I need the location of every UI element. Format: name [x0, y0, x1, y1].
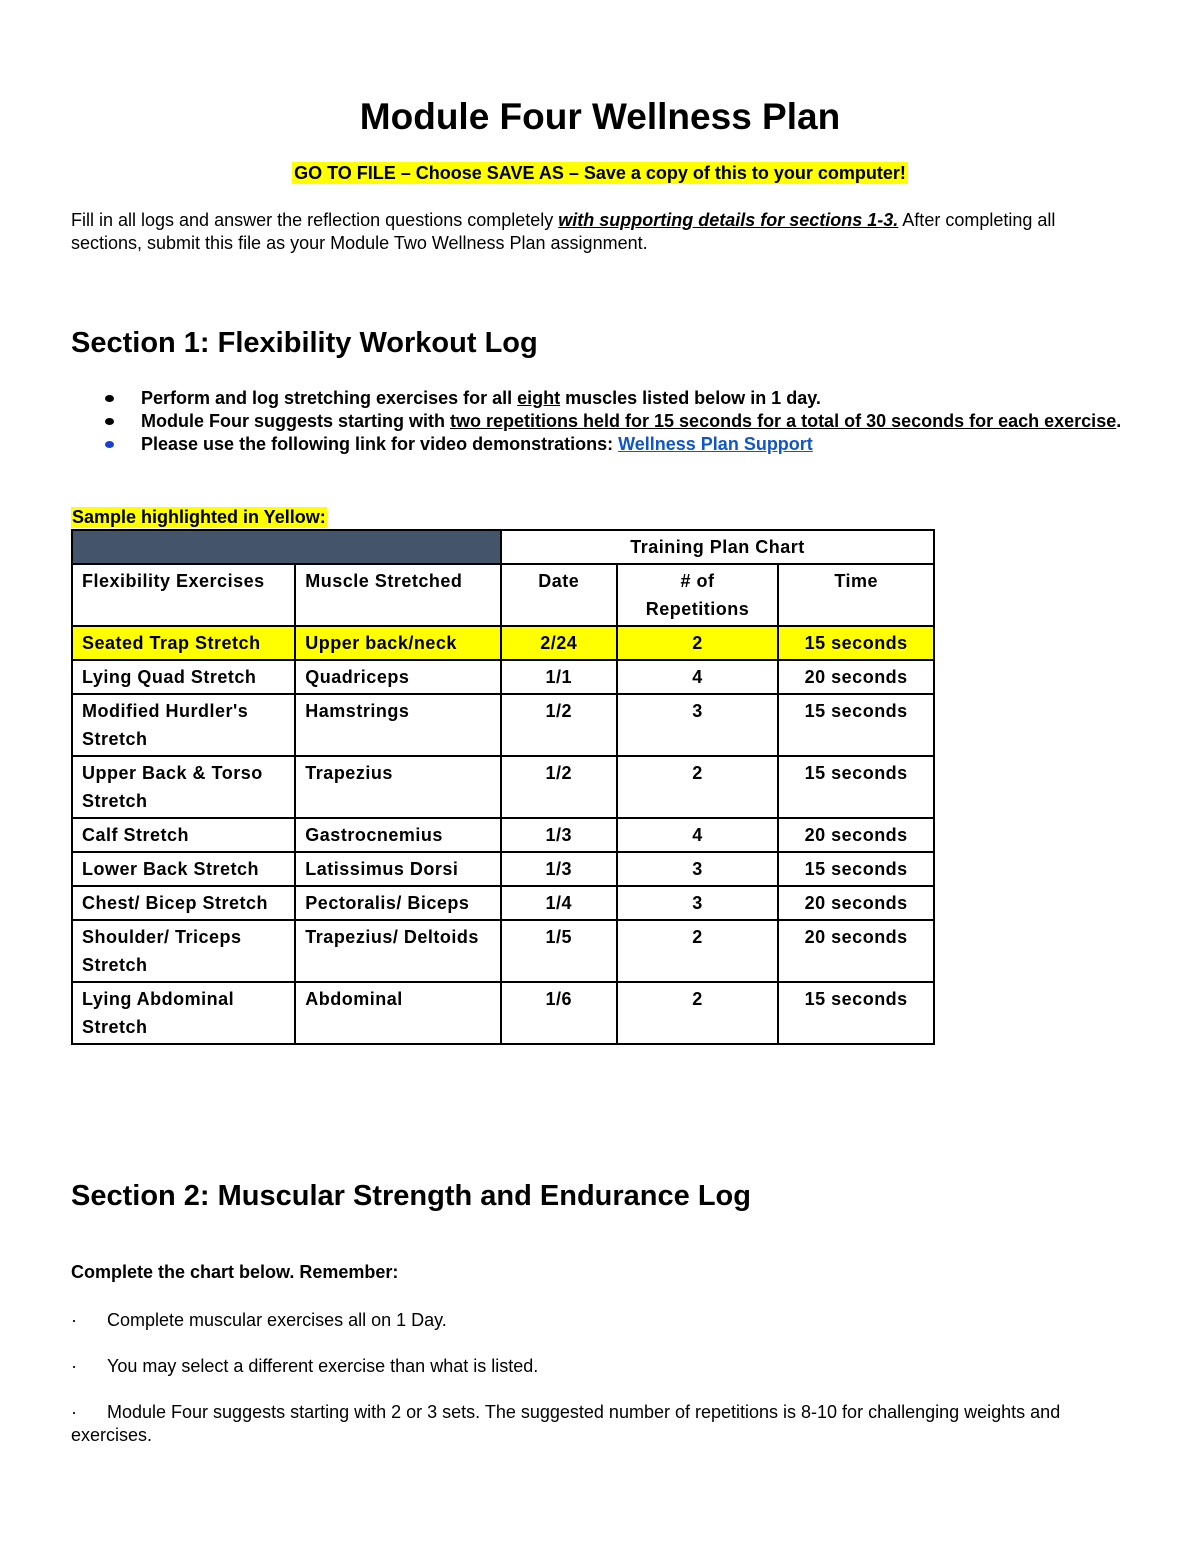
- exercise-cell: Calf Stretch: [72, 818, 295, 852]
- bullet-underlined: two repetitions held for 15 seconds for a total of 30 seconds for each exercise: [450, 411, 1117, 431]
- muscle-cell: Upper back/neck: [295, 626, 501, 660]
- date-cell: 1/6: [501, 982, 617, 1044]
- time-cell: 15 seconds: [778, 626, 934, 660]
- training-plan-chart-header: Training Plan Chart: [501, 530, 934, 564]
- date-cell: 1/5: [501, 920, 617, 982]
- bullet-underlined: eight: [517, 388, 561, 408]
- page-title: Module Four Wellness Plan: [359, 96, 841, 137]
- section2-chart-intro: Complete the chart below. Remember:: [71, 1262, 399, 1282]
- time-cell: 20 seconds: [778, 818, 934, 852]
- table-row: [72, 982, 934, 1044]
- section1-heading: Section 1: Flexibility Workout Log: [71, 327, 538, 359]
- list-item-text: Complete muscular exercises all on 1 Day.: [107, 1310, 447, 1330]
- intro-text-end: After completing all sections, submit this file as your Module Two Wellness Plan assignment.: [71, 210, 1056, 253]
- list-item: [71, 1355, 1131, 1378]
- exercise-cell: Upper Back & Torso Stretch: [72, 756, 295, 818]
- wellness-plan-support-link[interactable]: Wellness Plan Support: [618, 434, 813, 454]
- muscle-cell: Trapezius/ Deltoids: [295, 920, 501, 982]
- table-row: [72, 818, 934, 852]
- date-cell: 1/1: [501, 660, 617, 694]
- time-cell: 20 seconds: [778, 886, 934, 920]
- reps-cell: 4: [617, 660, 779, 694]
- bullet-text: muscles listed below in 1 day.: [560, 388, 821, 408]
- time-cell: 20 seconds: [778, 660, 934, 694]
- muscle-cell: Pectoralis/ Biceps: [295, 886, 501, 920]
- exercise-cell: Lying Quad Stretch: [72, 660, 295, 694]
- bullet-item: [102, 387, 1142, 410]
- section1-bullets: [102, 387, 1142, 456]
- date-cell: 1/3: [501, 818, 617, 852]
- list-item: [71, 1401, 1131, 1447]
- column-header: Flexibility Exercises: [72, 564, 295, 626]
- reps-cell: 3: [617, 694, 779, 756]
- list-item-text: Module Four suggests starting with 2 or 3 sets. The suggested number of repetitions is 8-10 for challenging weights and exercises.: [71, 1402, 1061, 1445]
- reps-cell: 3: [617, 886, 779, 920]
- time-cell: 15 seconds: [778, 852, 934, 886]
- table-row: [72, 920, 934, 982]
- reps-cell: 2: [617, 920, 779, 982]
- section2-heading: Section 2: Muscular Strength and Endurance Log: [71, 1180, 751, 1212]
- date-cell: 1/3: [501, 852, 617, 886]
- muscle-cell: Abdominal: [295, 982, 501, 1044]
- reps-cell: 2: [617, 626, 779, 660]
- bullet-icon: ·: [71, 1402, 77, 1422]
- bullet-item: [102, 410, 1142, 433]
- bullet-icon: [105, 441, 114, 448]
- exercise-cell: Chest/ Bicep Stretch: [72, 886, 295, 920]
- bullet-icon: [105, 395, 114, 402]
- table-row: [72, 886, 934, 920]
- column-header: # of Repetitions: [617, 564, 779, 626]
- intro-emphasis: with supporting details for sections 1-3.: [558, 210, 899, 230]
- flexibility-log-table: [71, 529, 935, 1045]
- column-header: Muscle Stretched: [295, 564, 501, 626]
- sample-row: [72, 626, 934, 660]
- muscle-cell: Latissimus Dorsi: [295, 852, 501, 886]
- intro-paragraph: [71, 209, 1131, 255]
- date-cell: 1/2: [501, 756, 617, 818]
- table-row: [72, 660, 934, 694]
- exercise-cell: Shoulder/ Triceps Stretch: [72, 920, 295, 982]
- list-item: [71, 1309, 1131, 1332]
- time-cell: 15 seconds: [778, 982, 934, 1044]
- muscle-cell: Hamstrings: [295, 694, 501, 756]
- exercise-cell: Lower Back Stretch: [72, 852, 295, 886]
- table-row: [72, 756, 934, 818]
- table-group-header-row: [72, 530, 934, 564]
- sample-label: Sample highlighted in Yellow:: [72, 507, 326, 527]
- reps-cell: 4: [617, 818, 779, 852]
- time-cell: 15 seconds: [778, 756, 934, 818]
- reps-cell: 3: [617, 852, 779, 886]
- bullet-icon: [105, 418, 114, 425]
- bullet-text: .: [1116, 411, 1122, 431]
- time-cell: 20 seconds: [778, 920, 934, 982]
- bullet-text: Perform and log stretching exercises for all: [141, 388, 518, 408]
- bullet-text: Please use the following link for video demonstrations:: [141, 434, 619, 454]
- date-cell: 2/24: [501, 626, 617, 660]
- exercise-cell: Modified Hurdler's Stretch: [72, 694, 295, 756]
- save-notice-text: GO TO FILE – Choose SAVE AS – Save a copy of this to your computer!: [294, 163, 906, 183]
- intro-text: Fill in all logs and answer the reflection questions completely: [71, 210, 559, 230]
- muscle-cell: Trapezius: [295, 756, 501, 818]
- muscle-cell: Quadriceps: [295, 660, 501, 694]
- date-cell: 1/4: [501, 886, 617, 920]
- bullet-icon: ·: [71, 1310, 77, 1330]
- table-row: [72, 852, 934, 886]
- save-notice: [0, 163, 1200, 184]
- date-cell: 1/2: [501, 694, 617, 756]
- exercise-cell: Lying Abdominal Stretch: [72, 982, 295, 1044]
- column-header: Time: [778, 564, 934, 626]
- muscle-cell: Gastrocnemius: [295, 818, 501, 852]
- exercise-cell: Seated Trap Stretch: [72, 626, 295, 660]
- column-header: Date: [501, 564, 617, 626]
- table-header-row: [72, 564, 934, 626]
- time-cell: 15 seconds: [778, 694, 934, 756]
- reps-cell: 2: [617, 756, 779, 818]
- bullet-item: [102, 433, 1142, 456]
- section2-list: [71, 1309, 1131, 1470]
- bullet-icon: ·: [71, 1356, 77, 1376]
- dark-header-cell: [72, 530, 501, 564]
- bullet-text: Module Four suggests starting with: [141, 411, 451, 431]
- reps-cell: 2: [617, 982, 779, 1044]
- list-item-text: You may select a different exercise than what is listed.: [107, 1356, 539, 1376]
- table-row: [72, 694, 934, 756]
